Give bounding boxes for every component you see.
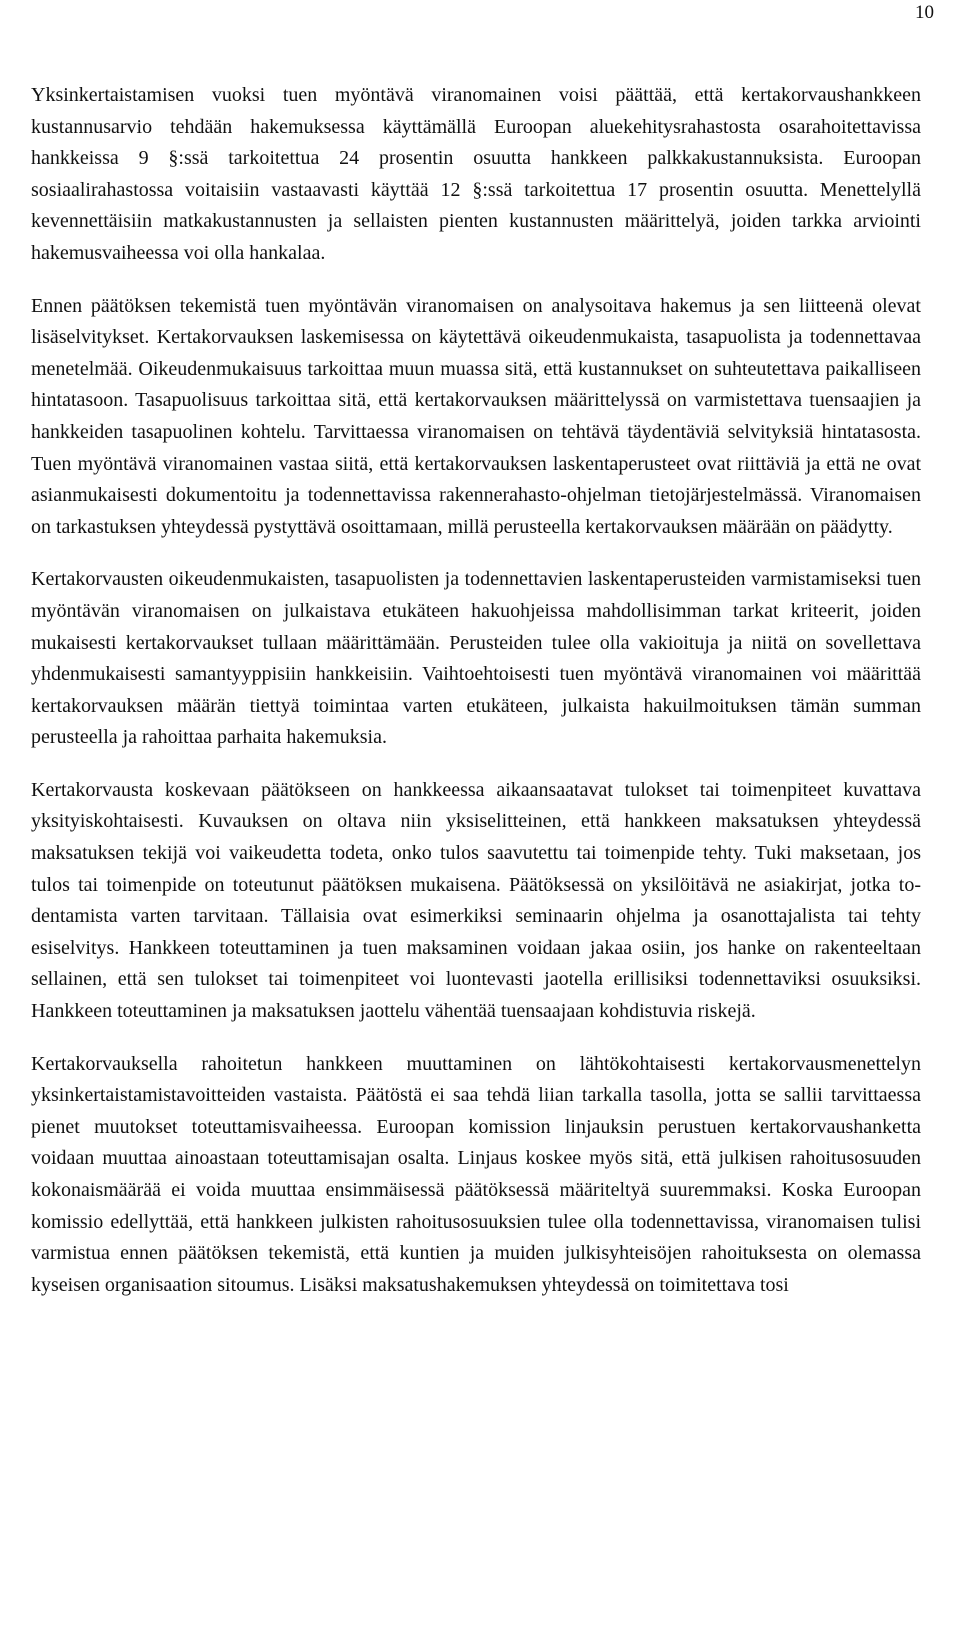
paragraph-4: Kertakorvausta koskevaan päätökseen on hankkeessa aikaansaatavat tulokset tai toimenpiteet kuvattava yksityiskohtaisesti. Kuvauksen on oltava niin yksiselitteinen, että hankkeen maksatuksen yhteydessä maksatuksen tekijä voi vaikeudetta todeta, onko tulos saavutettu tai toimenpide tehty. Tuki maksetaan, jos tulos tai toimenpide on toteutunut päätöksen mukaisena. Päätöksessä on yksilöitävä ne asiakirjat, jotka todentamista varten tarvitaan. Tällaisia ovat esimerkiksi seminaarin ohjelma ja osanottajalista tai tehty esiselvitys. Hankkeen toteuttaminen ja tuen maksaminen voidaan jakaa osiin, jos hanke on rakenteeltaan sellainen, että sen tulokset tai toimenpiteet voi luontevasti jaotella erillisiksi todennettaviksi osuuksiksi. Hankkeen toteuttaminen ja maksatuksen jaottelu vähentää tuensaajaan kohdistuvia riskejä. (31, 778, 921, 1023)
paragraph-5: Kertakorvauksella rahoitetun hankkeen muuttaminen on lähtökohtaisesti kertakorvausmenettelyn yksinkertaistamistavoitteiden vastaista. Päätöstä ei saa tehdä liian tarkalla tasolla, jotta se sallii tarvittaessa pienet muutokset toteuttamisvaiheessa. Euroopan komission linjauksin perustuen kertakorvaushanketta voidaan muuttaa ainoastaan toteuttamisajan osalta. Linjaus koskee myös sitä, että julkisen rahoitusosuuden kokonaismäärää ei voida muuttaa ensimmäisessä päätöksessä määriteltyä suuremmaksi. Koska Euroopan komissio edellyttää, että hankkeen julkisten rahoitusosuuksien tulee olla todennettavissa, viranomaisen tulisi varmistua ennen päätöksen tekemistä, että kuntien ja muiden julkisyhteisöjen rahoituksesta on olemassa kyseisen organisaation sitoumus. Lisäksi maksatushakemuksen yhteydessä on toimitettava tosi (31, 1052, 921, 1296)
paragraph-2: Ennen päätöksen tekemistä tuen myöntävän viranomaisen on analysoitava hakemus ja sen liitteenä olevat lisäselvitykset. Kertakorvauksen laskemisessa on käytettävä oikeudenmukaista, tasapuolista ja todennettavaa menetelmää. Oikeudenmukaisuus tarkoittaa muun muassa sitä, että kustannukset on suhteutettava paikalliseen hintatasoon. Tasapuolisuus tarkoittaa sitä, että kertakorvauksen määrittelyssä on varmistettava tuensaajien ja hankkeiden tasapuolinen kohtelu. Tarvittaessa viranomaisen on tehtävä täydentäviä selvityksiä hintatasosta. Tuen myöntävä viranomainen vastaa siitä, että kertakorvauksen laskentaperusteet ovat riittäviä ja että ne ovat asianmukaisesti dokumentoitu ja todennettavissa rakennerahasto-ohjelman tietojärjestelmässä. Viranomaisen on tarkastuksen yhteydessä pystyttävä osoittamaan, millä perusteella kertakorvauksen määrään on päädytty. (31, 294, 921, 538)
paragraph-1: Yksinkertaistamisen vuoksi tuen myöntävä viranomainen voisi päättää, että kertakorvaushankkeen kustannusarvio tehdään hakemuksessa käyttämällä Euroopan aluekehitysrahastosta osarahoitettavissa hankkeissa 9 §:ssä tarkoitettua 24 prosentin osuutta hankkeen palkkakustannuksista. Euroopan sosiaalirahastossa voitaisiin vastaavasti käyttää 12 §:ssä tarkoitettua 17 prosentin osuutta. Menettelyllä kevennettäisiin matkakustannusten ja sellaisten pienten kustannusten määrittelyä, joiden tarkka arviointi hakemusvaiheessa voi olla hankalaa. (31, 84, 921, 264)
paragraph-3: Kertakorvausten oikeudenmukaisten, tasapuolisten ja todennettavien laskentaperusteiden varmistamiseksi tuen myöntävän viranomaisen on julkaistava etukäteen hakuohjeissa mahdollisimman tarkat kriteerit, joiden mukaisesti kertakorvaukset tullaan määrittämään. Perusteiden tulee olla vakioituja ja niitä on sovellettava yhdenmukaisesti samantyyppisiin hankkeisiin. Vaihtoehtoisesti tuen myöntävä viranomainen voi määrittää kertakorvauksen määrän tiettyä toimintaa varten etukäteen, julkaista hakuilmoituksen tämän summan perusteella ja rahoittaa parhaita hakemuksia. (31, 568, 921, 749)
page-number: 10 (915, 2, 934, 23)
document-body (31, 80, 921, 1301)
